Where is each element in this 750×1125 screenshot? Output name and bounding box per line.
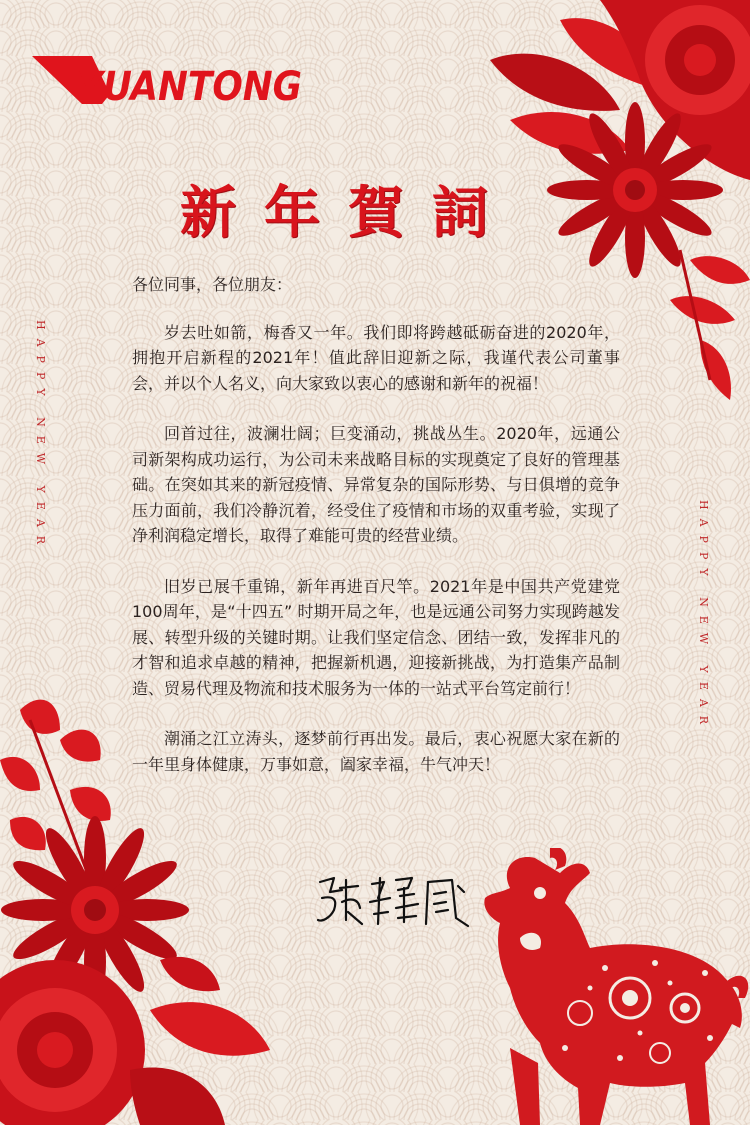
logo-text: YUANTONG [77, 64, 302, 106]
company-logo [32, 54, 307, 106]
paragraph-2: 回首过往，波澜壮阔；巨变涌动，挑战丛生。2020年，远通公司新架构成功运行，为公司未来战略目标的实现奠定了良好的管理基础。在突如其来的新冠疫情、异常复杂的国际形势、与日俱增的竞争压力面前，我们冷静沉着，经受住了疫情和市场的双重考验，实现了净利润稳定增长，取得了难能可贵的经营业绩。 [132, 424, 620, 545]
page-title: 新年賀詞 [180, 180, 516, 246]
salutation: 各位同事，各位朋友： [132, 275, 293, 294]
paragraph-4: 潮涌之江立涛头，逐梦前行再出发。最后，衷心祝愿大家在新的一年里身体健康，万事如意，阖家幸福，牛气冲天！ [132, 729, 620, 774]
side-text-left: HAPPY NEW YEAR [34, 320, 47, 554]
letter-body [132, 272, 620, 802]
ox-papercut-illustration [470, 848, 750, 1125]
side-text-right: HAPPY NEW YEAR [697, 500, 710, 734]
handwritten-signature [312, 868, 472, 930]
paragraph-1: 岁去吐如箭，梅香又一年。我们即将跨越砥砺奋进的2020年，拥抱开启新程的2021年！值此辞旧迎新之际，我谨代表公司董事会，并以个人名义，向大家致以衷心的感谢和新年的祝福！ [132, 322, 620, 393]
paragraph-3: 旧岁已展千重锦，新年再进百尺竿。2021年是中国共产党建党100周年，是“十四五” 时期开局之年，也是远通公司努力实现跨越发展、转型升级的关键时期。让我们坚定信念、团结一致，发挥非凡的才智和追求卓越的精神，把握新机遇，迎接新挑战，为打造集产品制造、贸易代理及物流和技术服务为一体的一站式平台笃定前行！ [132, 576, 620, 698]
